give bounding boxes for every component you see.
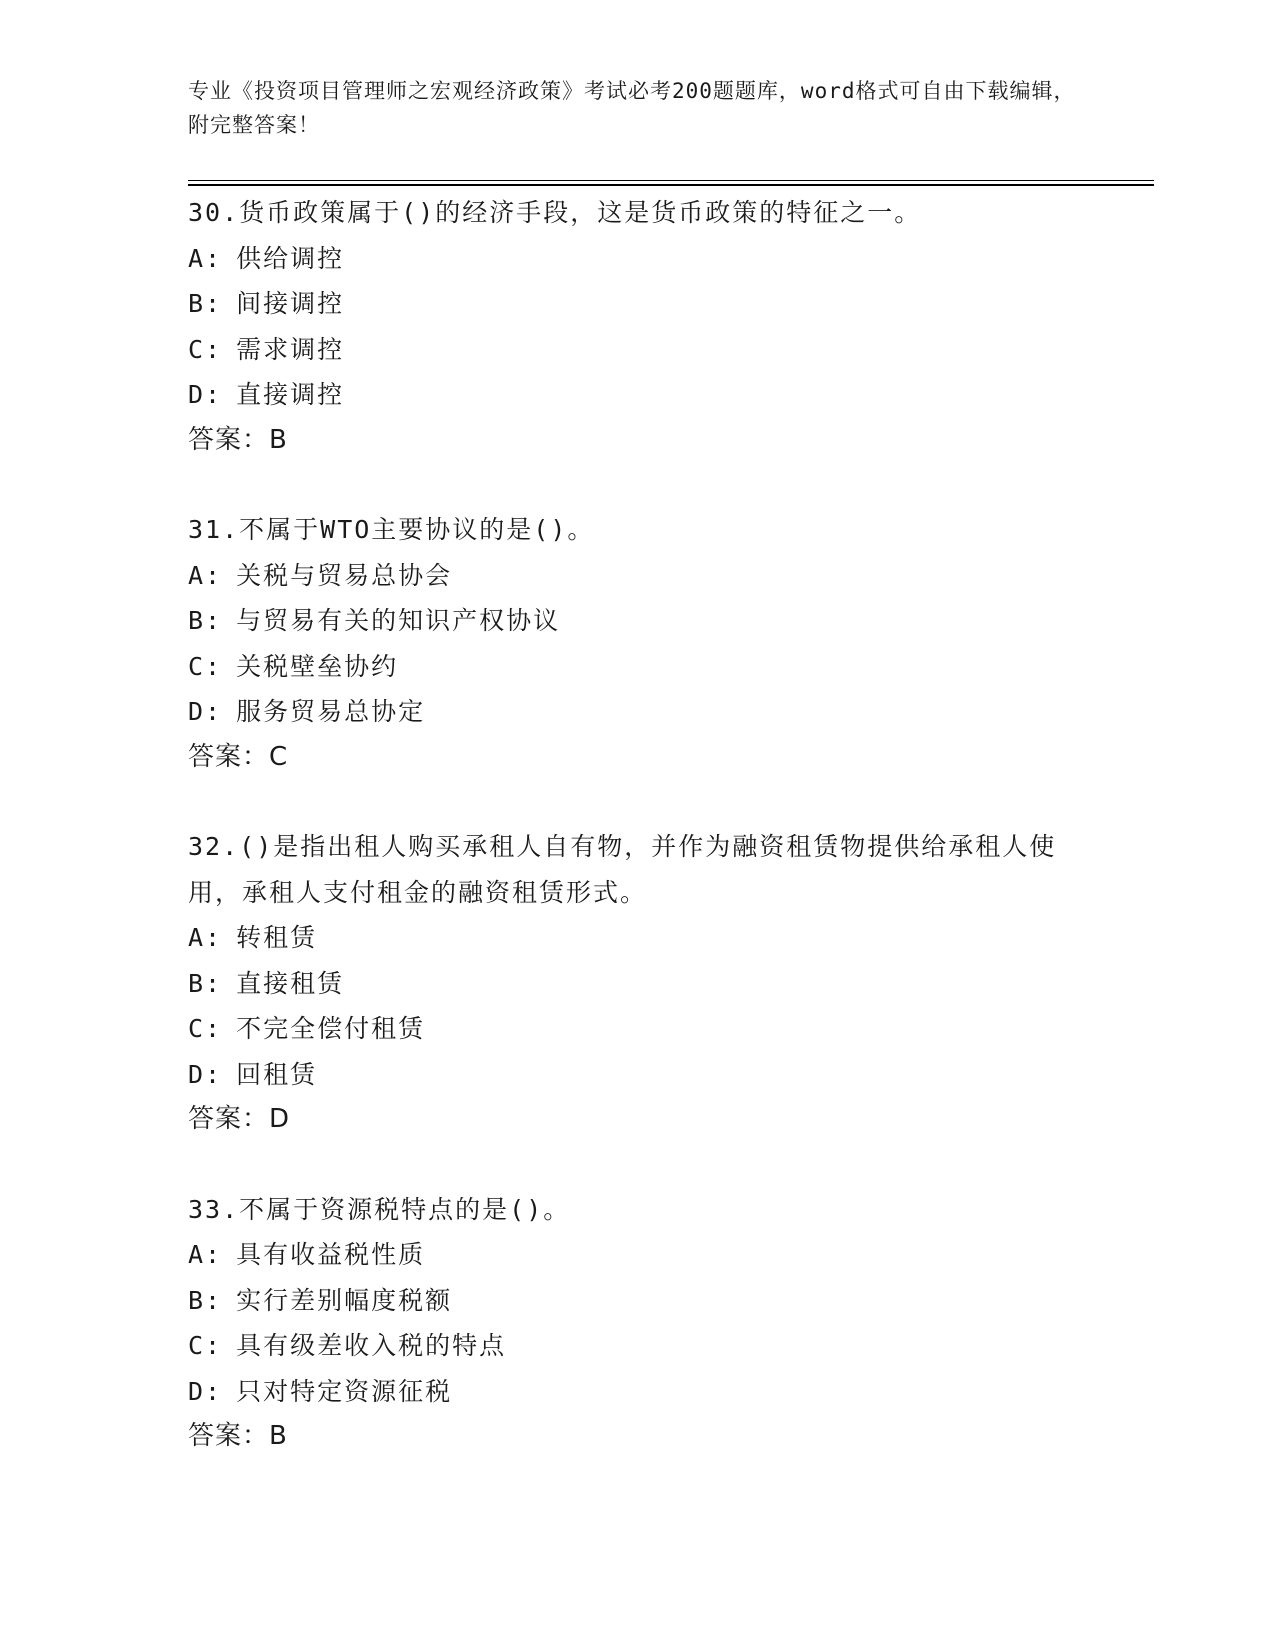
header-divider-thick [188,184,1154,186]
option-letter: D: [188,1059,223,1089]
option-text: 需求调控 [236,334,345,364]
option-text: 不完全偿付租赁 [236,1014,426,1043]
option-letter: C: [188,651,223,681]
option-a [188,915,1108,961]
question-stem: 33.不属于资源税特点的是()。 [188,1194,571,1224]
answer-line: 答案：B [188,1421,288,1451]
option-text: 间接调控 [236,289,345,318]
option-d [188,372,1108,418]
answer-line: 答案：C [188,741,289,772]
option-a [188,553,1108,599]
answer-line: 答案：D [188,1104,291,1134]
option-c [188,644,1108,690]
option-letter: D: [188,380,223,409]
option-text: 具有级差收入税的特点 [236,1331,507,1360]
option-letter: C: [188,1331,223,1360]
option-text: 直接调控 [236,380,345,409]
header-divider [188,180,1154,181]
option-text: 关税与贸易总协会 [236,560,453,590]
question-stem: 30.货币政策属于()的经济手段，这是货币政策的特征之一。 [188,198,922,227]
option-letter: C: [188,334,223,364]
option-letter: A: [188,243,223,273]
option-text: 供给调控 [236,243,345,273]
option-letter: B: [188,606,223,635]
option-text: 关税壁垒协约 [236,651,399,681]
option-text: 回租赁 [236,1059,318,1089]
question-list [188,190,1108,1504]
header-note: 专业《投资项目管理师之宏观经济政策》考试必考200题题库，word格式可自由下载编辑，附完整答案！ [188,79,1076,137]
option-b [188,281,1108,327]
option-letter: B: [188,968,223,998]
option-text: 直接租赁 [236,968,345,998]
answer-line: 答案：B [188,424,288,455]
option-c [188,327,1108,373]
option-letter: A: [188,1240,223,1269]
question-stem: 32.()是指出租人购买承租人自有物，并作为融资租赁物提供给承租人使用，承租人支付租金的融资租赁形式。 [188,832,1057,907]
option-text: 具有收益税性质 [236,1240,426,1269]
option-a [188,1232,1108,1278]
option-b [188,598,1108,644]
option-letter: A: [188,923,223,952]
question-item [188,824,1108,1143]
question-item [188,190,1108,463]
question-stem: 31.不属于WTO主要协议的是()。 [188,515,595,544]
question-item [188,1187,1108,1460]
option-b [188,961,1108,1007]
option-letter: C: [188,1014,223,1043]
option-text: 服务贸易总协定 [236,697,426,726]
option-d [188,689,1108,735]
option-text: 只对特定资源征税 [236,1376,453,1406]
question-item [188,507,1108,780]
option-letter: A: [188,560,223,590]
option-c [188,1006,1108,1052]
option-text: 转租赁 [236,923,318,952]
option-a [188,236,1108,282]
option-d [188,1052,1108,1098]
option-letter: B: [188,1285,223,1315]
option-text: 与贸易有关的知识产权协议 [236,606,561,635]
option-letter: D: [188,697,223,726]
option-letter: D: [188,1376,223,1406]
option-b [188,1278,1108,1324]
option-c [188,1323,1108,1369]
option-text: 实行差别幅度税额 [236,1285,453,1315]
option-letter: B: [188,289,223,318]
option-d [188,1369,1108,1415]
